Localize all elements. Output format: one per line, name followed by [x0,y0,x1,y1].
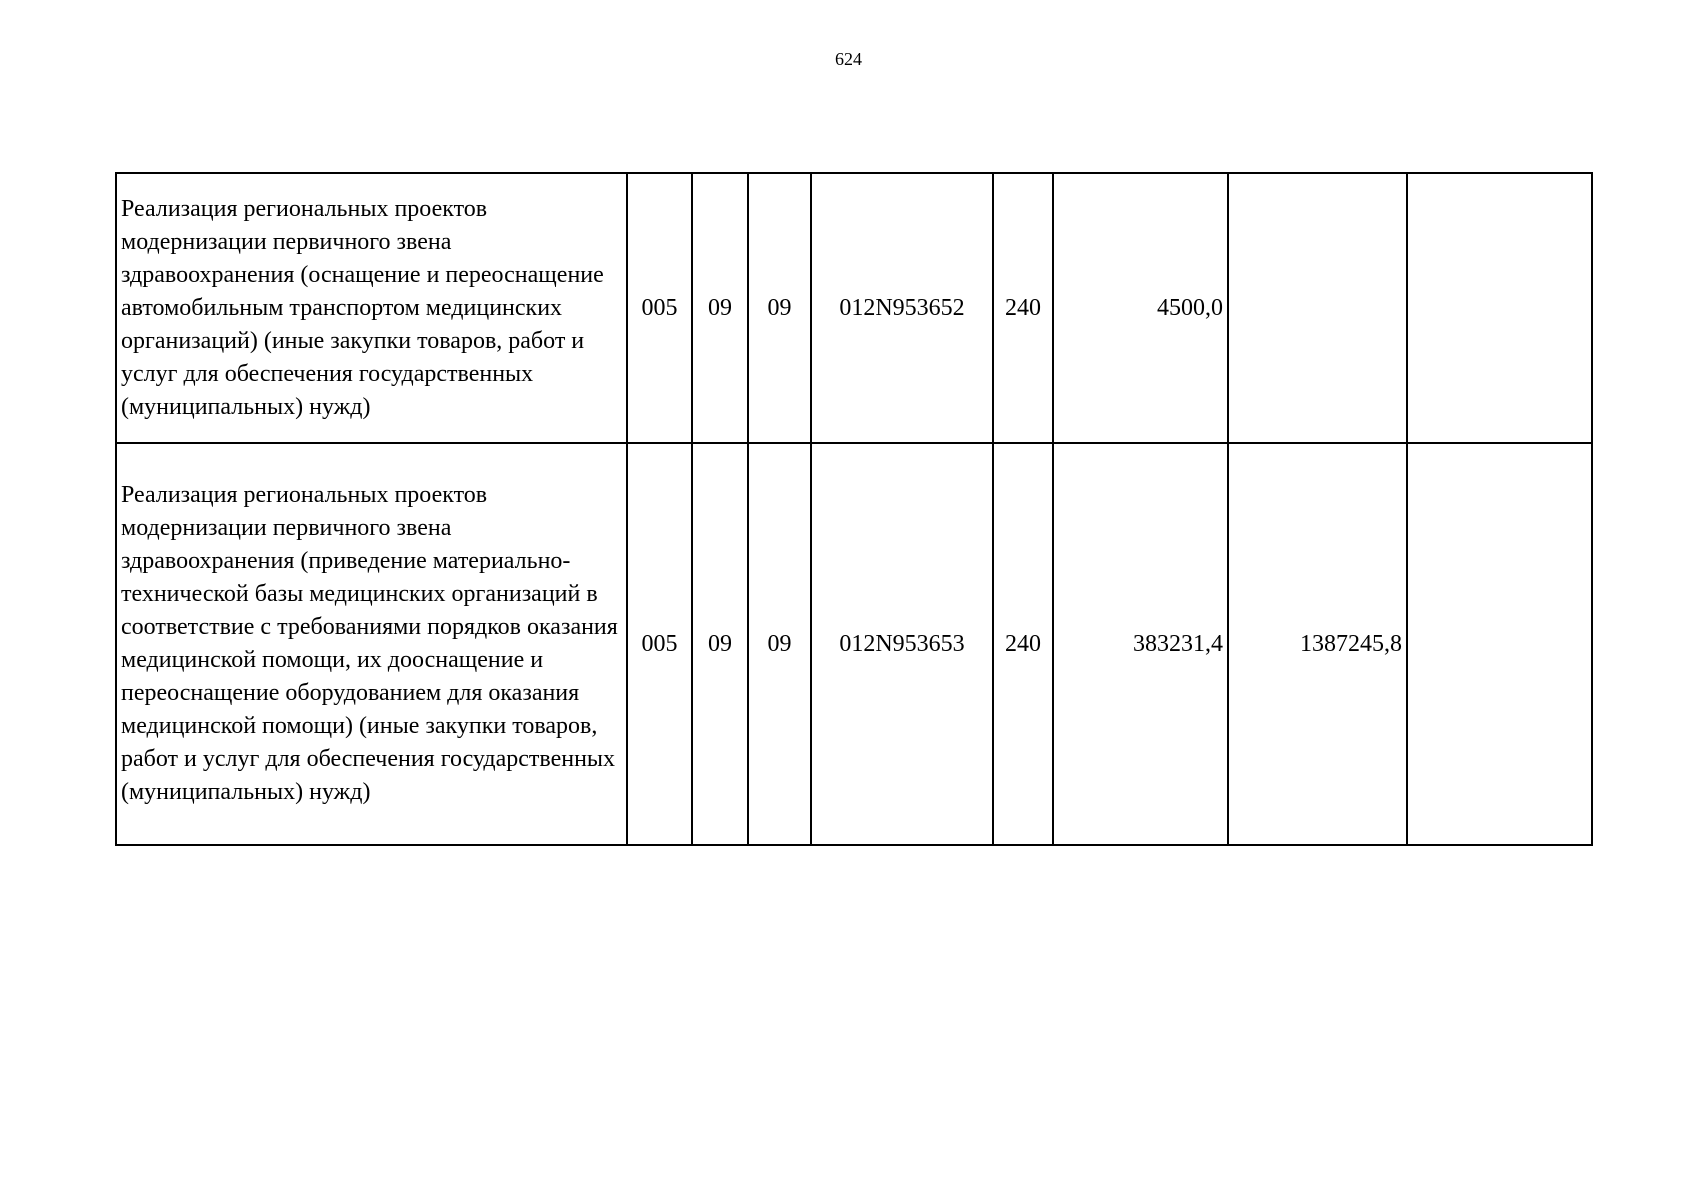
amount-cell-1: 383231,4 [1053,443,1228,845]
row-description: Реализация региональных проектов модернизации первичного звена здравоохранения (оснащение и переоснащение автомобильным транспортом медицинских организаций) (иные закупки товаров, работ и услуг для обеспечения государственных (муниципальных) нужд) [116,173,627,443]
target-item-code: 012N953652 [811,173,993,443]
budget-table [115,172,1593,846]
subsection-code: 09 [748,443,811,845]
amount-cell-2 [1228,173,1407,443]
row-description: Реализация региональных проектов модернизации первичного звена здравоохранения (приведение материально-технической базы медицинских организаций в соответствие с требованиями порядков оказания медицинской помощи, их дооснащение и переоснащение оборудованием для оказания медицинской помощи) (иные закупки товаров, работ и услуг для обеспечения государственных (муниципальных) нужд) [116,443,627,845]
ministry-code: 005 [627,173,692,443]
table-row [116,443,1592,845]
ministry-code: 005 [627,443,692,845]
section-code: 09 [692,443,748,845]
amount-cell-2: 1387245,8 [1228,443,1407,845]
target-item-code: 012N953653 [811,443,993,845]
table-row [116,173,1592,443]
section-code: 09 [692,173,748,443]
amount-cell-1: 4500,0 [1053,173,1228,443]
amount-cell-3 [1407,443,1592,845]
expense-type-code: 240 [993,443,1053,845]
page-number: 624 [835,49,862,69]
subsection-code: 09 [748,173,811,443]
expense-type-code: 240 [993,173,1053,443]
amount-cell-3 [1407,173,1592,443]
